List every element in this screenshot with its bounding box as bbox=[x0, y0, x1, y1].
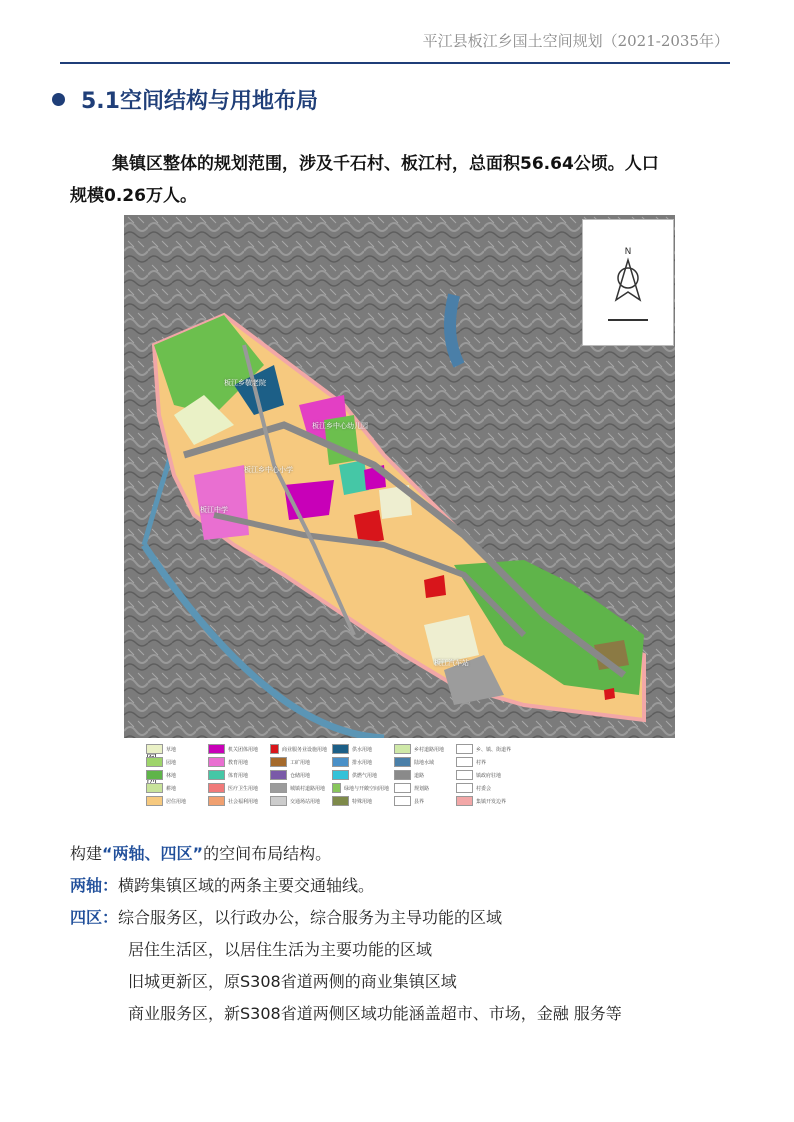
legend-label: 县界 bbox=[414, 798, 425, 805]
zone-label: 四区： bbox=[70, 908, 119, 927]
land-use-map bbox=[124, 215, 675, 820]
legend-item bbox=[394, 783, 451, 793]
legend-label: 交通场站用地 bbox=[290, 798, 321, 805]
legend-label: 体育用地 bbox=[228, 772, 249, 779]
legend-item bbox=[146, 757, 203, 767]
legend-swatch bbox=[456, 757, 473, 767]
legend-label: 居住用地 bbox=[166, 798, 187, 805]
legend-swatch bbox=[146, 744, 163, 754]
legend-label: 社会福利用地 bbox=[228, 798, 259, 805]
map-legend bbox=[124, 738, 675, 820]
legend-item bbox=[270, 796, 327, 806]
section-title: 5.1空间结构与用地布局 bbox=[81, 89, 318, 114]
axis-line bbox=[70, 870, 730, 902]
legend-label: 工矿用地 bbox=[290, 759, 311, 766]
zone-line: 商业服务区，新S308省道两侧区域功能涵盖超市、市场，金融 服务等 bbox=[128, 1004, 622, 1023]
legend-item bbox=[208, 770, 265, 780]
zone-line: 旧城更新区，原S308省道两侧的商业集镇区域 bbox=[128, 972, 457, 991]
zone-item: 综合服务区，以行政办公，综合服务为主导功能的区域 bbox=[118, 908, 503, 927]
legend-item bbox=[456, 770, 513, 780]
map-label: 板江乡敬老院 bbox=[224, 379, 266, 387]
legend-label: 机关团体用地 bbox=[228, 746, 259, 753]
legend-item bbox=[208, 757, 265, 767]
intro-paragraph bbox=[70, 148, 720, 212]
legend-label: 乡、镇、街道界 bbox=[476, 746, 512, 753]
legend-label: 林地 bbox=[166, 772, 177, 779]
structure-highlight: “两轴、四区” bbox=[102, 844, 204, 863]
legend-swatch bbox=[394, 770, 411, 780]
north-label: N bbox=[624, 247, 632, 257]
legend-swatch bbox=[208, 757, 225, 767]
legend-item bbox=[270, 783, 327, 793]
map-label: 板江汽车站 bbox=[434, 659, 469, 667]
legend-swatch bbox=[270, 757, 287, 767]
legend-label: 耕地 bbox=[166, 785, 177, 792]
legend-item bbox=[394, 757, 451, 767]
map-label: 板江乡中心幼儿园 bbox=[312, 422, 368, 430]
page-header: 平江县板江乡国土空间规划（2021-2035年） bbox=[422, 32, 729, 50]
legend-label: 镇政府驻地 bbox=[476, 772, 502, 779]
structure-intro bbox=[70, 838, 730, 870]
zone-line: 居住生活区，以居住生活为主要功能的区域 bbox=[128, 940, 433, 959]
map-label: 板江乡中心小学 bbox=[244, 466, 293, 474]
legend-item bbox=[146, 796, 203, 806]
legend-swatch bbox=[208, 744, 225, 754]
legend-item bbox=[332, 770, 389, 780]
legend-label: 教育用地 bbox=[228, 759, 249, 766]
legend-label: 道路 bbox=[414, 772, 425, 779]
legend-label: 供燃气用地 bbox=[352, 772, 378, 779]
structure-section bbox=[70, 838, 730, 1030]
legend-swatch bbox=[332, 783, 341, 793]
intro-line-1: 集镇区整体的规划范围，涉及千石村、板江村，总面积56.64公顷。人口 bbox=[112, 154, 659, 174]
legend-swatch bbox=[208, 770, 225, 780]
legend-swatch bbox=[270, 770, 287, 780]
legend-label: 特殊用地 bbox=[352, 798, 373, 805]
legend-swatch bbox=[456, 744, 473, 754]
legend-swatch bbox=[270, 796, 287, 806]
legend-grid bbox=[146, 744, 513, 806]
legend-item bbox=[456, 757, 513, 767]
legend-item bbox=[394, 796, 451, 806]
legend-item bbox=[146, 744, 203, 754]
legend-label: 集镇开发边界 bbox=[476, 798, 507, 805]
legend-label: 村委会 bbox=[476, 785, 492, 792]
legend-label: 草地 bbox=[166, 746, 177, 753]
legend-label: 城镇村道路用地 bbox=[290, 785, 326, 792]
map-label: 板江中学 bbox=[200, 506, 228, 514]
legend-item bbox=[456, 744, 513, 754]
legend-item bbox=[332, 744, 389, 754]
legend-item bbox=[270, 770, 327, 780]
legend-item bbox=[332, 757, 389, 767]
zone-line bbox=[70, 902, 730, 934]
legend-swatch bbox=[394, 783, 411, 793]
legend-label: 排水用地 bbox=[352, 759, 373, 766]
legend-swatch bbox=[146, 770, 163, 780]
legend-label: 供水用地 bbox=[352, 746, 373, 753]
legend-item bbox=[456, 796, 513, 806]
legend-item bbox=[270, 757, 327, 767]
structure-intro-post: 的空间布局结构。 bbox=[203, 844, 332, 863]
legend-item bbox=[208, 796, 265, 806]
legend-swatch bbox=[146, 796, 163, 806]
legend-swatch bbox=[394, 757, 411, 767]
legend-item bbox=[146, 770, 203, 780]
legend-item bbox=[394, 744, 451, 754]
legend-item bbox=[270, 744, 327, 754]
legend-swatch bbox=[456, 796, 473, 806]
north-arrow-box bbox=[582, 219, 674, 346]
legend-item bbox=[394, 770, 451, 780]
legend-label: 医疗卫生用地 bbox=[228, 785, 259, 792]
legend-swatch bbox=[456, 783, 473, 793]
legend-swatch bbox=[456, 770, 473, 780]
legend-item bbox=[208, 744, 265, 754]
legend-swatch bbox=[332, 744, 349, 754]
intro-line-2: 规模0.26万人。 bbox=[70, 186, 197, 206]
legend-label: 商业服务业设施用地 bbox=[281, 746, 327, 753]
legend-swatch bbox=[332, 757, 349, 767]
legend-swatch bbox=[394, 744, 411, 754]
legend-swatch bbox=[332, 796, 349, 806]
legend-label: 陆地水域 bbox=[414, 759, 435, 766]
section-heading bbox=[52, 84, 318, 115]
legend-label: 村界 bbox=[476, 759, 487, 766]
axis-text: 横跨集镇区域的两条主要交通轴线。 bbox=[118, 876, 375, 895]
legend-item bbox=[456, 783, 513, 793]
legend-swatch bbox=[270, 783, 287, 793]
structure-intro-pre: 构建 bbox=[70, 844, 103, 863]
legend-label: 规划路 bbox=[414, 785, 430, 792]
legend-swatch bbox=[208, 783, 225, 793]
legend-swatch bbox=[146, 783, 163, 793]
legend-swatch bbox=[208, 796, 225, 806]
bullet-icon bbox=[52, 93, 65, 106]
legend-label: 园地 bbox=[166, 759, 177, 766]
legend-swatch bbox=[270, 744, 279, 754]
legend-item bbox=[146, 783, 203, 793]
legend-item bbox=[208, 783, 265, 793]
header-divider bbox=[60, 62, 730, 64]
legend-swatch bbox=[394, 796, 411, 806]
legend-label: 绿地与开敞空间用地 bbox=[343, 785, 389, 792]
legend-label: 仓储用地 bbox=[290, 772, 311, 779]
legend-item bbox=[332, 796, 389, 806]
legend-label: 乡村道路用地 bbox=[414, 746, 445, 753]
compass-icon bbox=[583, 220, 673, 345]
legend-swatch bbox=[332, 770, 349, 780]
axis-label: 两轴： bbox=[70, 876, 119, 895]
legend-swatch bbox=[146, 757, 163, 767]
legend-item bbox=[332, 783, 389, 793]
